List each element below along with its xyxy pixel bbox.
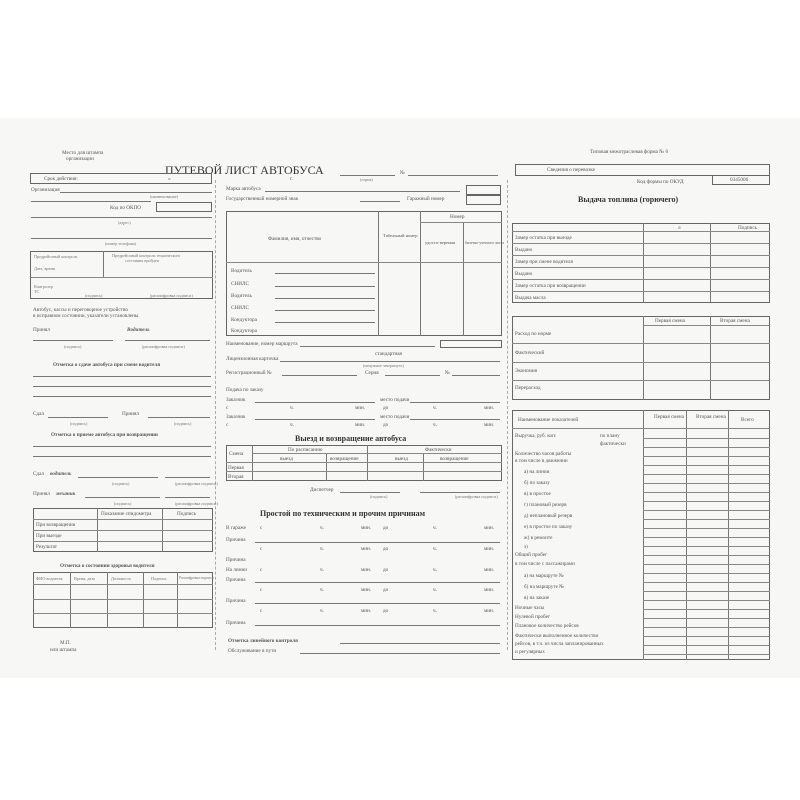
consumption-table — [512, 316, 770, 400]
series-label: (серия) — [360, 177, 373, 182]
grid-row — [643, 456, 770, 457]
health-title: Отметка о состоянии здоровья водителя — [60, 563, 155, 569]
document-title: ПУТЕВОЙ ЛИСТ АВТОБУСА — [165, 163, 324, 177]
grid-row — [643, 645, 770, 646]
okpo-box — [156, 202, 212, 212]
fuel-title: Выдача топлива (горючего) — [578, 195, 679, 204]
grid-row — [643, 609, 770, 610]
grid-row — [643, 600, 770, 601]
validity-label: Срок действия: — [44, 176, 78, 182]
grid-row — [643, 510, 770, 511]
okpo-label: Код по ОКПО — [110, 205, 141, 211]
column-divider — [507, 180, 508, 650]
grid-row — [643, 573, 770, 574]
grid-row — [643, 582, 770, 583]
column-divider — [215, 180, 216, 650]
grid-row — [643, 528, 770, 529]
grid-row — [643, 465, 770, 466]
organization-label: Организация — [31, 187, 60, 193]
grid-row — [643, 474, 770, 475]
departure-title: Выезд и возвращение автобуса — [295, 434, 407, 443]
return-title: Отметка о приеме автобуса при возвращении — [51, 432, 158, 438]
grid-row — [643, 492, 770, 493]
stamp-place-2: организации — [66, 156, 94, 162]
grid-row — [643, 501, 770, 502]
year-mark: г. — [290, 176, 293, 182]
grid-row — [643, 564, 770, 565]
transfer-info: Сведения о перевозке — [547, 167, 595, 173]
okud-label: Код формы по ОКУД — [637, 179, 684, 185]
form-type: Типовая межотраслевая форма № 6 — [590, 149, 669, 155]
number-label: № — [400, 170, 405, 176]
grid-row — [643, 618, 770, 619]
grid-row — [643, 591, 770, 592]
stamp-place-1: Место для штампа — [62, 150, 104, 156]
grid-row — [643, 438, 770, 439]
grid-row — [643, 483, 770, 484]
grid-row — [643, 654, 770, 655]
grid-row — [643, 519, 770, 520]
grid-row — [643, 636, 770, 637]
grid-row — [643, 447, 770, 448]
grid-row — [643, 555, 770, 556]
okud-code: 0345006 — [730, 177, 749, 183]
grid-row — [643, 546, 770, 547]
quote-mark: « — [168, 176, 171, 182]
grid-row — [643, 537, 770, 538]
downtime-title: Простой по техническим и прочим причинам — [260, 509, 426, 518]
departure-table — [226, 445, 502, 481]
grid-row — [643, 627, 770, 628]
handover-title: Отметка о сдаче автобуса при смене водителя — [53, 362, 161, 368]
